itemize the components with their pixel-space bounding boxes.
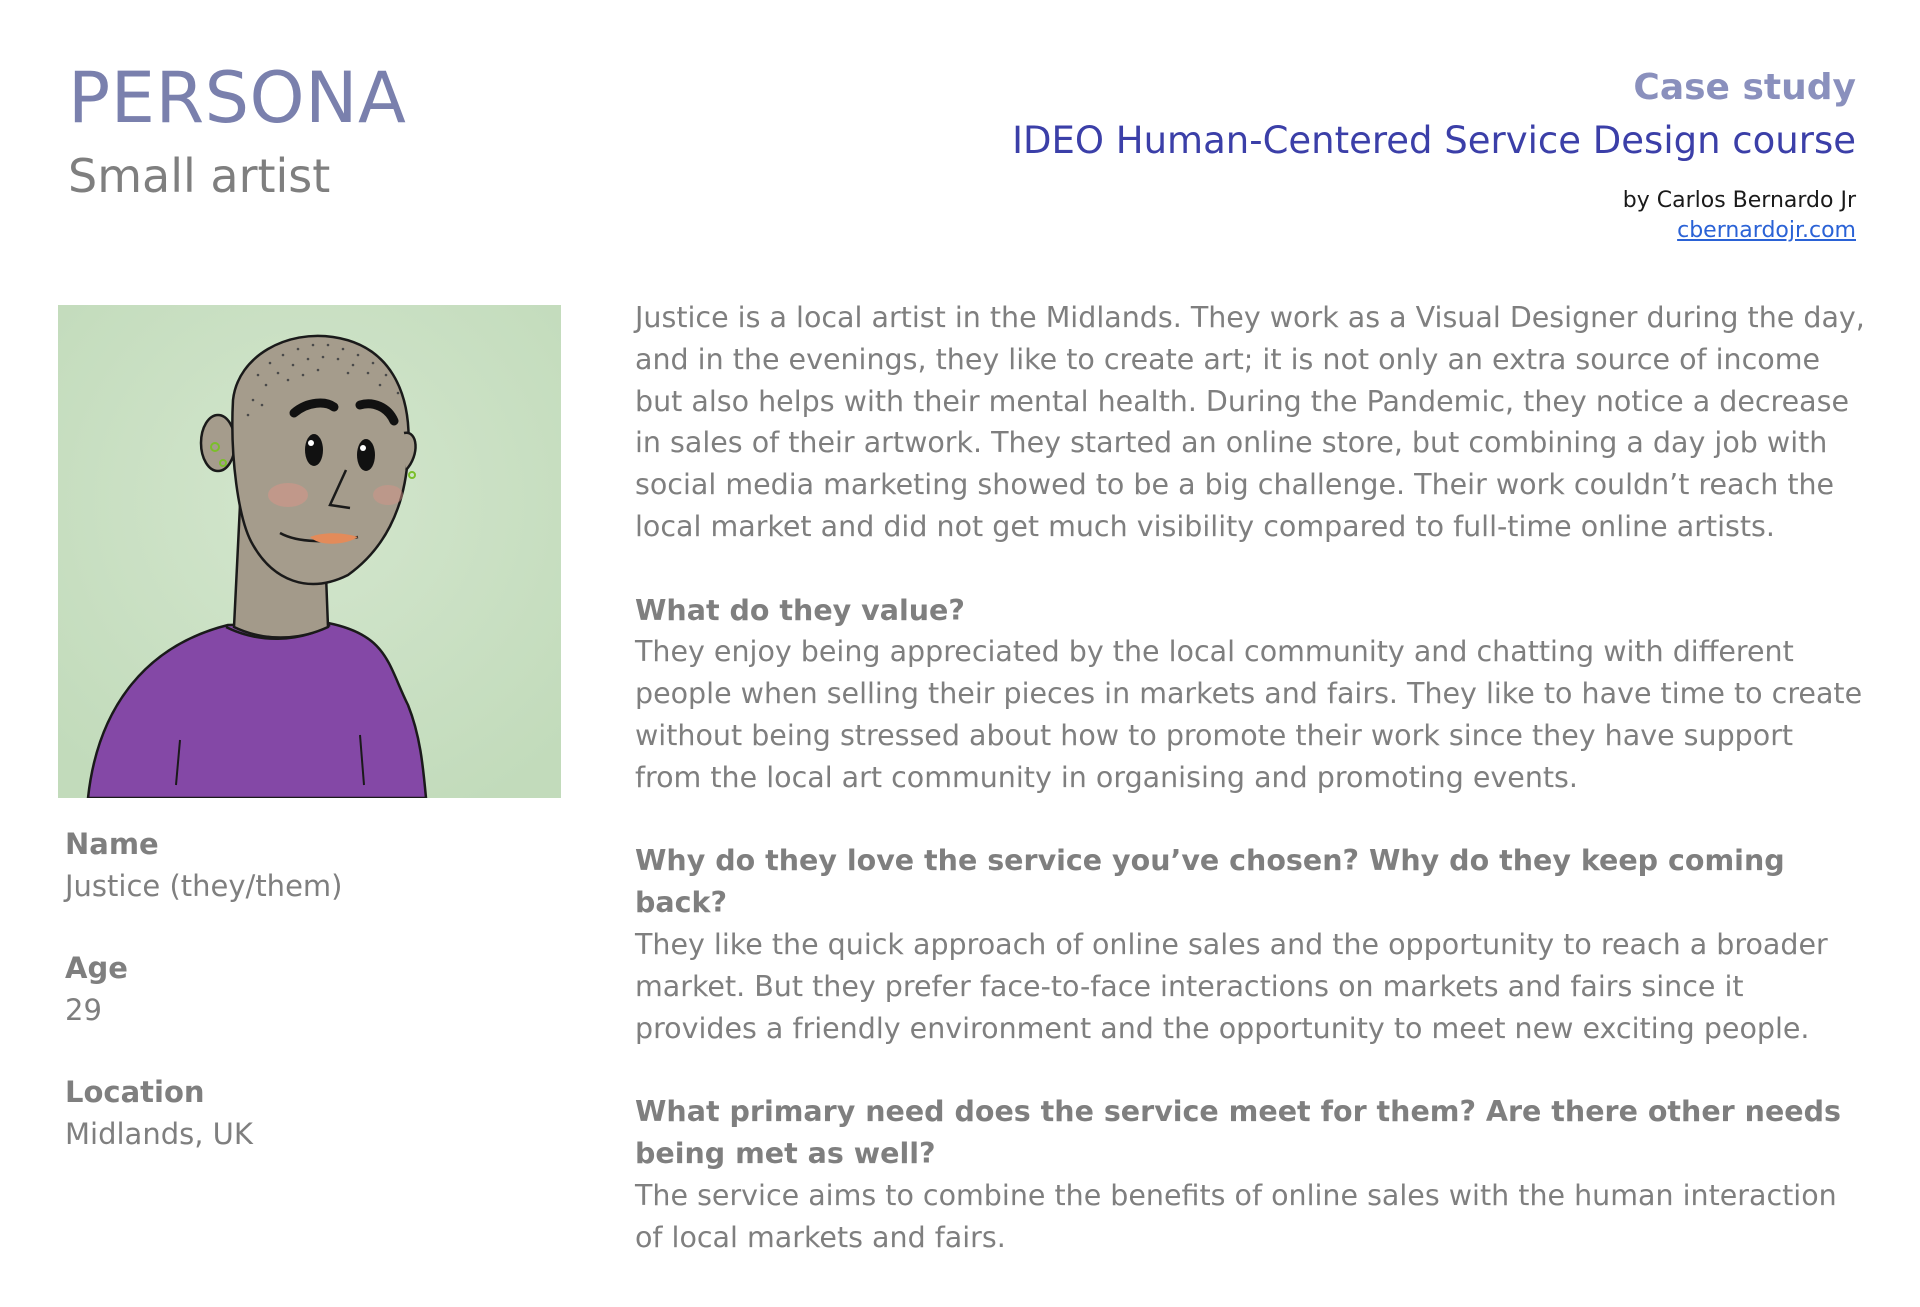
- answer-needs: The service aims to combine the benefits of online sales with the human interaction of local markets and fairs.: [635, 1178, 1837, 1254]
- question-block-love: [635, 840, 1865, 1049]
- question-block-values: [635, 590, 1865, 799]
- portrait-illustration: [58, 305, 561, 798]
- answer-love: They like the quick approach of online sales and the opportunity to reach a broader market. But they prefer face-to-face interactions on markets and fairs since it provides a friendly environment and the opportunity to meet new exciting people.: [635, 927, 1828, 1045]
- persona-portrait: [58, 305, 561, 798]
- fact-age: [65, 947, 545, 1031]
- fact-name: [65, 823, 545, 907]
- question-love: Why do they love the service you’ve chosen? Why do they keep coming back?: [635, 844, 1785, 920]
- question-values: What do they value?: [635, 593, 965, 627]
- header-right: [856, 64, 1856, 246]
- name-label: Name: [65, 827, 159, 861]
- case-study-label: Case study: [1633, 67, 1856, 108]
- location-label: Location: [65, 1075, 205, 1109]
- fact-location: [65, 1071, 545, 1155]
- location-value: Midlands, UK: [65, 1117, 253, 1151]
- persona-description: [635, 297, 1865, 1300]
- name-value: Justice (they/them): [65, 869, 343, 903]
- intro-paragraph: Justice is a local artist in the Midlands. They work as a Visual Designer during the day, and in the evenings, they like to create art; it is not only an extra source of income but also helps with their mental health. During the Pandemic, they notice a decrease in sales of their artwork. They started an online store, but combining a day job with social media marketing showed to be a big challenge. Their work couldn’t reach the local market and did not get much visibility compared to full-time online artists.: [635, 301, 1865, 543]
- website-link[interactable]: cbernardojr.com: [1677, 218, 1856, 243]
- persona-facts: [65, 823, 545, 1195]
- page-subtitle: Small artist: [68, 149, 331, 203]
- author-line: by Carlos Bernardo Jr: [1622, 188, 1856, 213]
- age-value: 29: [65, 993, 102, 1027]
- page-title: PERSONA: [68, 57, 407, 139]
- header-left: [68, 56, 406, 206]
- course-title: IDEO Human-Centered Service Design course: [1012, 119, 1856, 162]
- answer-values: They enjoy being appreciated by the local community and chatting with different people when selling their pieces in markets and fairs. They like to have time to create without being stressed about how to promote their work since they have support from the local art community in organising and promoting events.: [635, 635, 1863, 794]
- question-needs: What primary need does the service meet for them? Are there other needs being met as well?: [635, 1095, 1841, 1170]
- age-label: Age: [65, 951, 128, 985]
- question-block-needs: [635, 1091, 1865, 1258]
